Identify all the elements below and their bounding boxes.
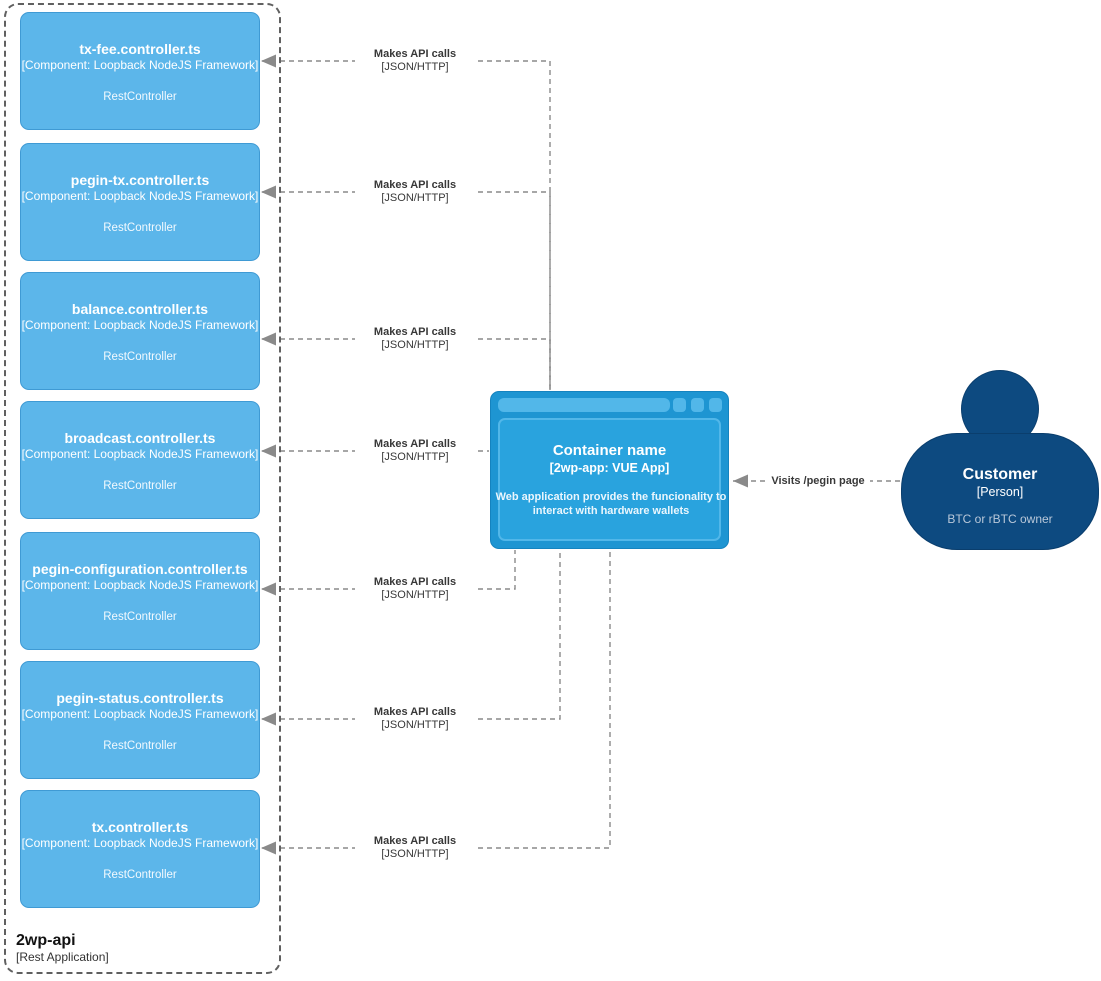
component-meta: [Component: Loopback NodeJS Framework] [21, 57, 259, 72]
edge-label-technology: [JSON/HTTP] [381, 451, 449, 463]
component-pegin-status-controller[interactable] [20, 661, 260, 779]
edge-label-api-calls [355, 48, 475, 74]
edge-label-text: Makes API calls [373, 835, 457, 847]
component-meta: [Component: Loopback NodeJS Framework] [21, 577, 259, 592]
container-meta: [2wp-app: VUE App] [549, 461, 670, 475]
component-name: pegin-configuration.controller.ts [32, 560, 248, 577]
component-description: RestController [103, 610, 177, 623]
edge-label-api-calls [355, 438, 475, 464]
edge-label-api-calls [355, 576, 475, 602]
edge-label-visits-pegin-page: Visits /pegin page [766, 474, 870, 488]
component-pegin-configuration-controller[interactable] [20, 532, 260, 650]
edge-label-text: Makes API calls [373, 576, 457, 588]
browser-address-bar [498, 398, 670, 412]
container-name: Container name [552, 442, 667, 459]
component-name: broadcast.controller.ts [64, 429, 216, 446]
component-meta: [Component: Loopback NodeJS Framework] [21, 835, 259, 850]
component-pegin-tx-controller[interactable] [20, 143, 260, 261]
component-description: RestController [103, 868, 177, 881]
container-description: Web application provides the funcionality to interact with hardware wallets [495, 491, 727, 517]
component-description: RestController [103, 90, 177, 103]
boundary-name: 2wp-api [16, 932, 76, 949]
edge-label-text: Makes API calls [373, 706, 457, 718]
edge-label-technology: [JSON/HTTP] [381, 589, 449, 601]
edge-label-technology: [JSON/HTTP] [381, 719, 449, 731]
edge-label-technology: [JSON/HTTP] [381, 192, 449, 204]
browser-window-button [673, 398, 686, 412]
boundary-meta: [Rest Application] [16, 950, 109, 964]
container-content [495, 418, 727, 541]
person-name: Customer [962, 466, 1038, 483]
component-name: balance.controller.ts [71, 300, 209, 317]
edge-api-pegin-tx [262, 192, 550, 390]
component-name: pegin-status.controller.ts [56, 689, 224, 706]
edge-label-text: Makes API calls [373, 326, 457, 338]
component-description: RestController [103, 479, 177, 492]
edge-label-api-calls [355, 179, 475, 205]
component-meta: [Component: Loopback NodeJS Framework] [21, 188, 259, 203]
component-name: pegin-tx.controller.ts [70, 171, 210, 188]
edge-label-api-calls [355, 835, 475, 861]
component-tx-controller[interactable] [20, 790, 260, 908]
edge-label-technology: [JSON/HTTP] [381, 61, 449, 73]
boundary-label [16, 931, 109, 965]
component-meta: [Component: Loopback NodeJS Framework] [21, 706, 259, 721]
browser-window-button [691, 398, 704, 412]
component-broadcast-controller[interactable] [20, 401, 260, 519]
component-balance-controller[interactable] [20, 272, 260, 390]
person-description: BTC or rBTC owner [947, 512, 1053, 526]
arrowhead-icon [733, 475, 748, 488]
edge-label-technology: [JSON/HTTP] [381, 848, 449, 860]
browser-window-button [709, 398, 722, 412]
component-tx-fee-controller[interactable] [20, 12, 260, 130]
edge-label-technology: [JSON/HTTP] [381, 339, 449, 351]
component-description: RestController [103, 350, 177, 363]
edge-label-text: Makes API calls [373, 48, 457, 60]
component-name: tx-fee.controller.ts [79, 40, 201, 57]
component-description: RestController [103, 221, 177, 234]
person-meta: [Person] [976, 485, 1024, 499]
edge-label-api-calls [355, 326, 475, 352]
component-meta: [Component: Loopback NodeJS Framework] [21, 446, 259, 461]
component-meta: [Component: Loopback NodeJS Framework] [21, 317, 259, 332]
edge-label-text: Makes API calls [373, 179, 457, 191]
edge-label-text: Makes API calls [373, 438, 457, 450]
container-2wp-app[interactable] [490, 391, 729, 549]
edge-label-api-calls [355, 706, 475, 732]
component-description: RestController [103, 739, 177, 752]
person-customer[interactable] [901, 433, 1099, 550]
component-name: tx.controller.ts [91, 818, 189, 835]
